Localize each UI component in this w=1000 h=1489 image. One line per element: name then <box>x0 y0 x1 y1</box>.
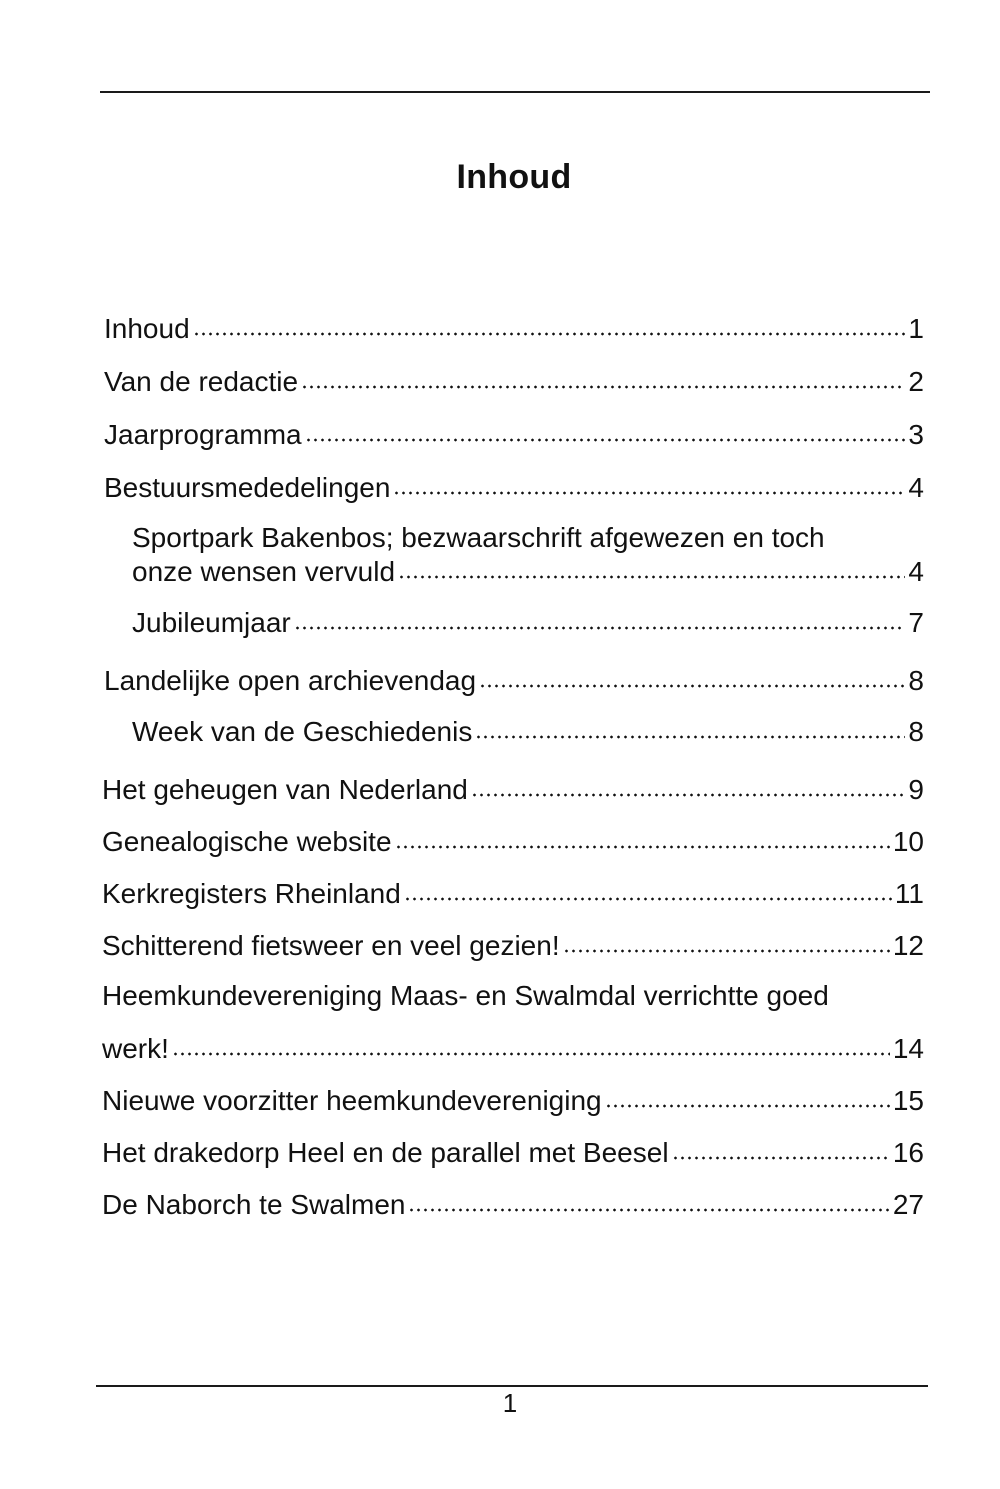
dot-leader <box>393 490 905 496</box>
dot-leader <box>301 384 905 390</box>
toc-entry-label: Genealogische website <box>102 826 392 857</box>
dot-leader <box>563 948 890 954</box>
toc-entry-van-de-redactie[interactable] <box>104 366 924 398</box>
toc-entry-label: Week van de Geschiedenis <box>132 716 473 747</box>
dot-leader <box>294 625 906 631</box>
dot-leader <box>408 1207 889 1213</box>
toc-entry-landelijke-open-archievendag[interactable] <box>104 665 924 697</box>
dot-leader <box>672 1155 890 1161</box>
toc-entry-label: Inhoud <box>104 313 190 344</box>
toc-entry-label: Jaarprogramma <box>104 419 302 450</box>
toc-entry-page: 3 <box>908 419 924 450</box>
toc-entry-page: 2 <box>908 366 924 397</box>
page-title: Inhoud <box>456 158 572 196</box>
toc-entry-page: 11 <box>894 878 924 909</box>
dot-leader <box>471 792 906 798</box>
dot-leader <box>475 734 905 740</box>
toc-entry-genealogische-website[interactable] <box>102 826 924 858</box>
toc-entry-page: 1 <box>908 313 924 344</box>
toc-entry-label: De Naborch te Swalmen <box>102 1189 406 1220</box>
toc-entry-bestuursmededelingen[interactable] <box>104 472 924 504</box>
toc-entry-page: 15 <box>892 1085 924 1116</box>
toc-entry-page: 8 <box>908 665 924 696</box>
toc-entry-nieuwe-voorzitter[interactable] <box>102 1085 924 1117</box>
toc-entry-sportpark-line1[interactable]: Sportpark Bakenbos; bezwaarschrift afgewezen en toch <box>132 522 825 553</box>
dot-leader <box>479 683 905 689</box>
toc-entry-page: 10 <box>892 826 924 857</box>
toc-entry-label: Jubileumjaar <box>132 607 291 638</box>
toc-entry-page: 7 <box>908 607 924 638</box>
toc-entry-page: 4 <box>908 556 924 587</box>
toc-entry-page: 4 <box>908 472 924 503</box>
toc-entry-heemkundevereniging-line1[interactable]: Heemkundevereniging Maas- en Swalmdal verrichtte goed <box>102 980 829 1011</box>
toc-entry-jubileumjaar[interactable] <box>132 607 924 639</box>
toc-entry-week-van-de-geschiedenis[interactable] <box>132 716 924 748</box>
toc-entry-inhoud[interactable] <box>104 313 924 345</box>
toc-entry-sportpark-bakenbos[interactable] <box>132 556 924 588</box>
bottom-rule <box>96 1385 928 1387</box>
toc-entry-de-naborch-te-swalmen[interactable] <box>102 1189 924 1221</box>
toc-entry-het-geheugen-van-nederland[interactable] <box>102 774 924 806</box>
dot-leader <box>193 331 906 337</box>
toc-entry-label: Van de redactie <box>104 366 299 397</box>
dot-leader <box>395 844 890 850</box>
page-number: 1 <box>502 1388 518 1418</box>
toc-entry-label: Nieuwe voorzitter heemkundevereniging <box>102 1085 602 1116</box>
dot-leader <box>404 896 892 902</box>
dot-leader <box>398 574 905 580</box>
toc-entry-page: 12 <box>892 930 924 961</box>
toc-entry-label: onze wensen vervuld <box>132 556 396 587</box>
toc-entry-label: Kerkregisters Rheinland <box>102 878 401 909</box>
toc-entry-label: Landelijke open archievendag <box>104 665 477 696</box>
toc-entry-schitterend-fietsweer[interactable] <box>102 930 924 962</box>
toc-entry-page: 27 <box>892 1189 924 1220</box>
toc-entry-page: 14 <box>892 1033 924 1064</box>
toc-entry-label: Het geheugen van Nederland <box>102 774 468 805</box>
toc-entry-kerkregisters-rheinland[interactable] <box>102 878 924 910</box>
toc-entry-label: Bestuursmededelingen <box>104 472 391 503</box>
dot-leader <box>172 1051 890 1057</box>
toc-entry-page: 16 <box>892 1137 924 1168</box>
toc-entry-label: Schitterend fietsweer en veel gezien! <box>102 930 560 961</box>
toc-entry-page: 9 <box>908 774 924 805</box>
toc-entry-jaarprogramma[interactable] <box>104 419 924 451</box>
toc-entry-label: Het drakedorp Heel en de parallel met Beesel <box>102 1137 669 1168</box>
dot-leader <box>605 1103 890 1109</box>
dot-leader <box>305 437 906 443</box>
toc-entry-heemkundevereniging-maas-swalmdal[interactable] <box>102 1033 924 1065</box>
toc-entry-het-drakedorp-heel[interactable] <box>102 1137 924 1169</box>
toc-entry-page: 8 <box>908 716 924 747</box>
toc-entry-label: werk! <box>102 1033 169 1064</box>
